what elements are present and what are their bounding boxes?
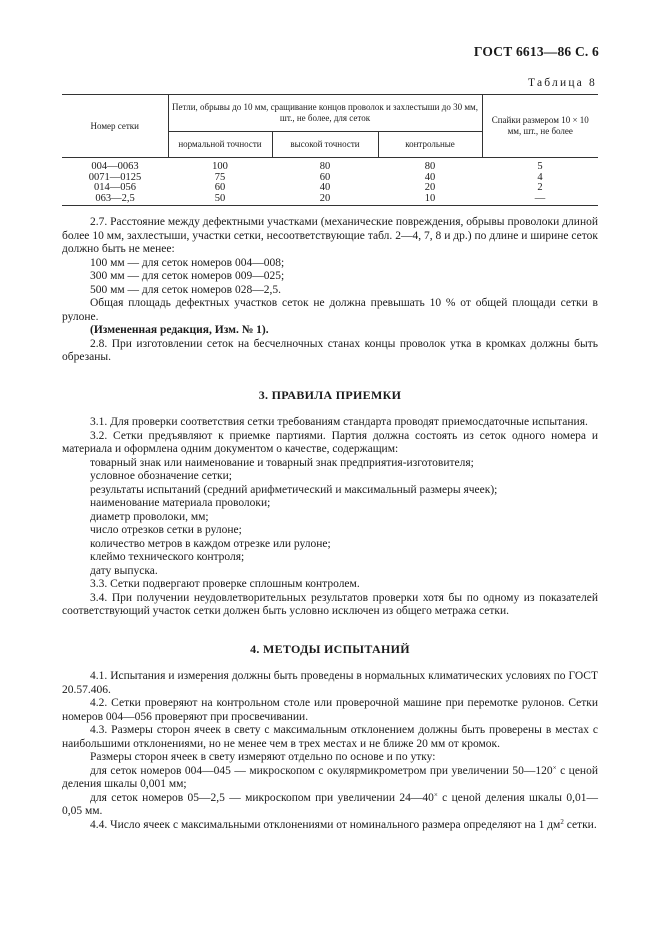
table-cell: 75 bbox=[214, 171, 226, 183]
paragraph-3-4: 3.4. При получении неудовлетворительных результатов проверки хотя бы по одному из показателей соответствующий участок сетки должен быть условно исключен из общего метража сетки. bbox=[62, 591, 598, 617]
paragraph bbox=[62, 792, 598, 819]
table-cell: 40 bbox=[319, 182, 331, 194]
list-item: наименование материала проволоки; bbox=[90, 497, 271, 509]
table-8 bbox=[62, 94, 598, 206]
paragraph: Общая площадь дефектных участков сеток не должна превышать 10 % от общей площади сетки в рулоне. bbox=[62, 297, 598, 323]
document-body bbox=[62, 216, 598, 832]
paragraph: Размеры сторон ячеек в свету измеряют отдельно по основе и по утку: bbox=[90, 751, 436, 763]
list-item: результаты испытаний (средний арифметический и максимальный размеры ячеек); bbox=[90, 483, 498, 496]
table-cell: 014—056 bbox=[94, 182, 136, 194]
list-item: 100 мм — для сеток номеров 004—008; bbox=[90, 256, 285, 269]
list-item: клеймо технического контроля; bbox=[90, 551, 245, 563]
text-segment: для сеток номеров 05—2,5 — микроскопом при увеличении 24—40 bbox=[90, 791, 434, 804]
paragraph-2-7: 2.7. Расстояние между дефектными участками (механические повреждения, обрывы проволоки длиной более 10 мм, захлестыши, участки сетки, несоответствующие табл. 2—4, 7, 8 и др.) по длине и ширине сеток должно быть не менее: bbox=[62, 216, 598, 255]
superscript: 2 bbox=[560, 817, 564, 826]
superscript: × bbox=[433, 790, 438, 799]
paragraph-4-4 bbox=[62, 819, 598, 833]
table-cell: 60 bbox=[214, 182, 226, 194]
paragraph-3-1: 3.1. Для проверки соответствия сетки требованиям стандарта проводят приемосдаточные испытания. bbox=[90, 416, 588, 428]
table-cell: 20 bbox=[424, 182, 436, 194]
list-item: диаметр проволоки, мм; bbox=[90, 510, 209, 523]
table-row bbox=[62, 158, 598, 173]
paragraph-4-2: 4.2. Сетки проверяют на контрольном столе или проверочной машине при перемотке рулонов. Сетки номеров 004—056 проверяют при просвечивании. bbox=[62, 697, 598, 723]
table-row bbox=[62, 183, 598, 194]
header-high-precision: высокой точности bbox=[272, 132, 378, 158]
paragraph-4-1: 4.1. Испытания и измерения должны быть проведены в нормальных климатических условиях по ГОСТ 20.57.406. bbox=[62, 670, 598, 696]
table-caption: Таблица 8 bbox=[528, 77, 597, 89]
list-item: условное обозначение сетки; bbox=[90, 470, 232, 482]
list-item: дату выпуска. bbox=[90, 564, 158, 577]
table-cell: 50 bbox=[168, 194, 272, 206]
section-heading-3: 3. ПРАВИЛА ПРИЕМКИ bbox=[258, 387, 402, 402]
list-item: количество метров в каждом отрезке или рулоне; bbox=[90, 537, 331, 550]
paragraph-3-3: 3.3. Сетки подвергают проверке сплошным контролем. bbox=[90, 578, 360, 590]
list-item: товарный знак или наименование и товарный знак предприятия-изготовителя; bbox=[90, 456, 474, 469]
paragraph-2-8: 2.8. При изготовлении сеток на бесчелночных станах концы проволок утка в кромках должны быть обрезаны. bbox=[62, 337, 598, 363]
list-item: 300 мм — для сеток номеров 009—025; bbox=[90, 270, 285, 282]
table-cell: 063—2,5 bbox=[62, 194, 168, 206]
table-cell: 4 bbox=[537, 171, 543, 183]
header-normal-precision: нормальной точности bbox=[168, 132, 272, 158]
list-item: число отрезков сетки в рулоне; bbox=[90, 524, 242, 536]
header-mesh-number: Номер сетки bbox=[62, 95, 168, 158]
table-cell: 80 bbox=[319, 161, 331, 172]
text-segment: с ценой деления шкалы 0,001 мм; bbox=[62, 764, 598, 790]
text-segment: для сеток номеров 004—045 — микроскопом с окулярмикрометром при увеличении 50—120 bbox=[90, 764, 553, 777]
list-item: 500 мм — для сеток номеров 028—2,5. bbox=[90, 283, 281, 296]
section-heading-4: 4. МЕТОДЫ ИСПЫТАНИЙ bbox=[250, 641, 410, 656]
paragraph-4-3: 4.3. Размеры сторон ячеек в свету с максимальным отклонением должны быть проверены в местах с наибольшими отклонениями, но не менее чем в трех местах и не ближе 20 мм от кромок. bbox=[62, 724, 598, 750]
paragraph-3-2: 3.2. Сетки предъявляют к приемке партиями. Партия должна состоять из сеток одного номера и материала и оформлена одним документом о качестве, содержащим: bbox=[62, 429, 598, 455]
revision-note: (Измененная редакция, Изм. № 1). bbox=[90, 324, 269, 336]
page-header: ГОСТ 6613—86 С. 6 bbox=[473, 44, 599, 59]
header-control: контрольные bbox=[378, 132, 482, 158]
table-cell: 20 bbox=[272, 194, 378, 206]
table-cell: 5 bbox=[537, 161, 543, 172]
table-row bbox=[62, 194, 598, 206]
text-segment: сетки. bbox=[563, 818, 597, 831]
table-cell: 2 bbox=[537, 182, 543, 194]
table-cell: 0071—0125 bbox=[88, 171, 142, 183]
table-cell: 60 bbox=[319, 171, 331, 183]
header-solder: Спайки размером 10 × 10 мм, шт., не более bbox=[482, 95, 598, 158]
text-segment: с ценой деления шкалы 0,01—0,05 мм. bbox=[62, 791, 598, 817]
table-cell: — bbox=[482, 194, 598, 206]
table-cell: 80 bbox=[424, 161, 436, 172]
superscript: × bbox=[552, 763, 557, 772]
table-row bbox=[62, 173, 598, 184]
paragraph bbox=[62, 765, 598, 792]
table-cell: 100 bbox=[212, 161, 228, 172]
text-segment: 4.4. Число ячеек с максимальными отклонениями от номинального размера определяют на 1 дм bbox=[90, 818, 561, 831]
header-defects-group: Петли, обрывы до 10 мм, сращивание концов проволок и захлестыши до 30 мм, шт., не более, для сеток bbox=[168, 95, 482, 132]
table-cell: 10 bbox=[378, 194, 482, 206]
table-cell: 40 bbox=[424, 171, 436, 183]
table-cell: 004—0063 bbox=[91, 161, 139, 172]
